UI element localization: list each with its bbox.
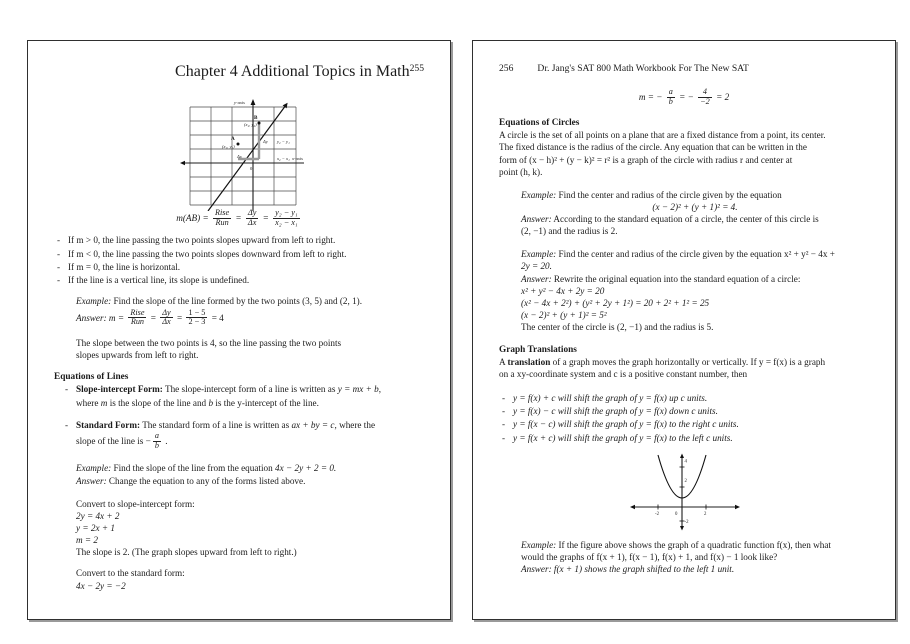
frac-denominator: b <box>154 440 159 450</box>
example-2-answer-row <box>76 475 424 487</box>
example-3-question-line-1: If the figure above shows the graph of a quadratic function f(x), then what <box>558 539 831 550</box>
numeric-fraction <box>186 309 207 327</box>
circle-example-2-question-line-1: Find the center and radius of the circle given by the equation x² + y² − 4x + <box>558 249 835 260</box>
equations-of-lines-heading: Equations of Lines <box>54 372 129 383</box>
translation-item: - y = f(x − c) will shift the graph of y = f(x) to the right c units. <box>499 418 869 431</box>
slope-graph-svg <box>164 93 314 211</box>
answer-label: Answer: <box>521 564 552 575</box>
x-diff-denominator: x₂ − x₁ <box>275 217 298 227</box>
right-page-number: 256 <box>499 63 514 74</box>
circle-example-2-answer-row <box>521 273 869 285</box>
convert-1-conclusion: The slope is 2. (The graph slopes upward from left to right.) <box>76 547 297 558</box>
slope-intercept-text: The slope-intercept form of a line is written as <box>162 384 338 395</box>
frac-numerator: a <box>154 431 159 441</box>
eq-sign: = <box>202 213 209 224</box>
example-3-answer: f(x + 1) shows the graph shifted to the left 1 unit. <box>553 564 735 575</box>
delta-x-denominator: Δx <box>247 217 257 227</box>
frac-numerator: a <box>668 87 673 96</box>
left-page-number: 255 <box>409 63 424 74</box>
a-over-b-fraction <box>667 88 675 106</box>
left-page <box>27 40 451 620</box>
convert-1-title: Convert to slope-intercept form: <box>76 498 195 509</box>
example-1-note-line-2: slopes upwards from left to right. <box>76 350 199 361</box>
slope-formula <box>54 209 424 227</box>
standard-form-term: Standard Form: <box>76 419 141 430</box>
answer-label: Answer: <box>76 312 107 323</box>
answer-lhs: m = <box>108 312 125 323</box>
line2-c: is the y-intercept of the line. <box>213 397 319 408</box>
circle-example-2-conclusion: The center of the circle is (2, −1) and the radius is 5. <box>521 322 714 333</box>
circle-example-1 <box>521 189 869 238</box>
left-page-header <box>54 63 424 81</box>
y-axis-label: y-axis <box>234 100 245 105</box>
origin-label: 0 <box>675 511 678 517</box>
translations-list <box>499 392 869 445</box>
slope-intercept-formula: y = mx + b <box>337 384 379 395</box>
convert-1-step: 2y = 4x + 2 <box>76 510 120 521</box>
example-1-question: Find the slope of the line formed by the two points (3, 5) and (2, 1). <box>113 295 363 306</box>
circles-body-line: form of (x − h)² + (y − k)² = r² is a graph of the circle with radius r and center at <box>499 154 793 165</box>
example-1-answer-row <box>76 309 424 327</box>
rise-label: y₂ − y₁ <box>277 139 290 144</box>
equations-of-circles-heading: Equations of Circles <box>499 118 580 129</box>
right-page-header <box>499 63 869 74</box>
circle-example-1-equation: (x − 2)² + (y + 1)² = 4. <box>652 201 738 212</box>
coords-fraction <box>273 209 300 227</box>
standard-form-text-b: , where the <box>334 419 376 430</box>
circles-body-line: A circle is the set of all points on a plane that are a fixed distance from a point, its center. <box>499 130 826 141</box>
standard-form-item <box>54 419 424 451</box>
circle-example-2-step: (x² − 4x + 2²) + (y² + 2y + 1²) = 20 + 2² + 1² = 25 <box>521 297 710 308</box>
line2-b: is the slope of the line and <box>107 397 209 408</box>
line2-a: slope of the line is − <box>76 436 151 447</box>
numeric-numerator: 1 − 5 <box>188 307 206 317</box>
circles-body-line: point (h, k). <box>499 166 543 177</box>
example-3 <box>521 539 869 575</box>
example-label: Example: <box>521 189 557 200</box>
delta-y-numerator: Δy <box>247 208 257 217</box>
y-tick-label: 2 <box>684 478 687 484</box>
delta-x-label: Δx <box>237 154 242 159</box>
example-2-question: Find the slope of the line from the equation <box>113 463 276 474</box>
delta-x-denominator: Δx <box>162 317 171 327</box>
a-over-b-fraction <box>153 432 161 450</box>
frac-denominator: b <box>668 96 673 106</box>
delta-fraction <box>246 209 258 227</box>
x-tick-label: 2 <box>704 511 707 517</box>
parabola-graph-svg <box>624 453 744 531</box>
formula-mid: = − <box>679 92 694 103</box>
x-tick-label: -2 <box>655 511 659 517</box>
convert-1-step: m = 2 <box>76 535 99 546</box>
standard-form-formula: ax + by = c <box>291 419 335 430</box>
equations-of-lines-list <box>54 383 424 450</box>
circle-example-2-answer-intro: Rewrite the original equation into the standard equation of a circle: <box>553 273 801 284</box>
graph-translations-heading: Graph Translations <box>499 345 577 356</box>
parabola-figure <box>499 453 869 531</box>
numeric-fraction <box>698 88 712 106</box>
example-label: Example: <box>76 295 112 306</box>
numeric-denominator: −2 <box>700 96 710 106</box>
circle-example-1-question-row <box>521 189 869 201</box>
slope-intercept-form-item <box>54 383 424 410</box>
translation-bold-term: translation <box>507 357 551 368</box>
circle-example-2-step: x² + y² − 4x + 2y = 20 <box>521 285 605 296</box>
intro-text-b: of a graph moves the graph horizontally or vertically. If y = f(x) is a graph <box>550 357 826 368</box>
numeric-denominator: 2 − 3 <box>188 317 206 327</box>
translations-intro-line-1 <box>499 356 869 368</box>
eq-sign-3: = <box>262 213 269 224</box>
point-a-label: A <box>231 136 235 142</box>
translation-item: - y = f(x + c) will shift the graph of y = f(x) to the left c units. <box>499 432 869 445</box>
example-2-equation: 4x − 2y + 2 = 0. <box>275 463 337 474</box>
eq-sign: = <box>150 312 156 323</box>
run-label: x₂ − x₁ <box>277 156 290 161</box>
slope-formula-lhs: m(AB) <box>176 213 201 224</box>
y-tick-label: 4 <box>684 459 687 465</box>
slope-rule-item: - If m < 0, the line passing the two points slopes downward from left to right. <box>54 248 424 261</box>
delta-y-numerator: Δy <box>162 307 171 317</box>
example-label: Example: <box>521 249 557 260</box>
translations-intro-line-2: on a xy-coordinate system and c is a positive constant number, then <box>499 369 748 380</box>
example-2 <box>76 462 424 591</box>
example-3-question-row <box>521 539 869 551</box>
convert-1-step: y = 2x + 1 <box>76 523 115 534</box>
slope-intercept-term: Slope-intercept Form: <box>76 384 163 395</box>
right-page <box>472 40 896 620</box>
slope-rule-item: - If m > 0, the line passing the two points slopes upward from left to right. <box>54 234 424 247</box>
y-diff-numerator: y₂ − y₁ <box>275 208 298 217</box>
x-axis-label: x-axis <box>292 156 303 161</box>
circle-example-1-answer-row <box>521 213 869 225</box>
circle-example-2 <box>521 248 869 333</box>
line2-a: where <box>76 397 101 408</box>
intro-text-a: A <box>499 357 508 368</box>
point-b-coords: (x₂, y₂) <box>244 122 257 127</box>
example-3-question-line-2: would the graphs of f(x + 1), f(x − 1), f(x) + 1, and f(x) − 1 look like? <box>521 552 778 563</box>
rise-numerator: Rise <box>215 208 230 217</box>
slope-intercept-text-b: , <box>378 384 381 395</box>
rise-numerator: Rise <box>130 307 145 317</box>
line2-c: . <box>162 436 168 447</box>
eq-sign-2: = <box>235 213 242 224</box>
numeric-numerator: 4 <box>698 88 712 98</box>
circle-example-1-answer-line-2: (2, −1) and the radius is 2. <box>521 226 618 237</box>
formula-lhs: m = − <box>638 92 663 103</box>
delta-y-label: Δy <box>263 139 268 144</box>
translation-item: - y = f(x) + c will shift the graph of y = f(x) up c units. <box>499 392 869 405</box>
run-denominator: Run <box>130 317 145 327</box>
circle-example-1-question: Find the center and radius of the circle given by the equation <box>558 189 782 200</box>
eq-sign-2: = <box>177 312 183 323</box>
slope-rules-list <box>54 234 424 287</box>
standard-form-line-2 <box>76 432 424 450</box>
answer-label: Answer: <box>521 214 552 225</box>
run-denominator: Run <box>215 217 229 227</box>
answer-label: Answer: <box>521 273 552 284</box>
translation-item: - y = f(x) − c will shift the graph of y = f(x) down c units. <box>499 405 869 418</box>
circle-example-1-answer-line-1: According to the standard equation of a circle, the center of this circle is <box>553 214 819 225</box>
example-1-note-line-1: The slope between the two points is 4, so the line passing the two points <box>76 337 342 348</box>
example-2-answer: Change the equation to any of the forms listed above. <box>108 475 306 486</box>
slope-rule-item: - If the line is a vertical line, its slope is undefined. <box>54 274 424 287</box>
variable-b: b <box>208 397 214 408</box>
slope-intercept-line-2 <box>76 397 424 410</box>
convert-2-step: 4x − 2y = −2 <box>76 580 126 591</box>
circle-example-2-step: (x − 2)² + (y + 1)² = 5² <box>521 310 607 321</box>
example-1-question-row <box>76 295 424 307</box>
y-tick-label: -2 <box>684 519 689 525</box>
example-label: Example: <box>521 539 557 550</box>
standard-form-slope-formula <box>499 88 869 106</box>
point-a-coords: (x₁, y₁) <box>222 144 235 149</box>
example-1-result: = 4 <box>211 312 224 323</box>
origin-label: 0 <box>250 166 253 171</box>
point-b-label: B <box>254 115 258 121</box>
delta-fraction <box>160 309 172 327</box>
example-label: Example: <box>76 463 112 474</box>
circle-example-2-question-line-2: 2y = 20. <box>521 261 552 272</box>
slope-line-figure <box>54 93 424 211</box>
variable-m: m <box>100 397 108 408</box>
rise-run-fraction <box>213 209 231 227</box>
chapter-title: Chapter 4 Additional Topics in Math <box>175 63 410 80</box>
answer-label: Answer: <box>76 475 107 486</box>
example-3-answer-row <box>521 563 869 575</box>
standard-form-text: The standard form of a line is written as <box>140 419 292 430</box>
rise-run-fraction <box>128 309 146 327</box>
convert-2-title: Convert to the standard form: <box>76 568 185 579</box>
slope-rule-item: - If m = 0, the line is horizontal. <box>54 261 424 274</box>
circle-example-2-question-row <box>521 248 869 260</box>
example-2-question-row <box>76 462 424 474</box>
book-title: Dr. Jang's SAT 800 Math Workbook For The New SAT <box>537 63 749 74</box>
formula-result: = 2 <box>716 92 730 103</box>
example-1 <box>76 295 424 362</box>
circles-body-line: The fixed distance is the radius of the circle. Any equation that can be written in the <box>499 142 807 153</box>
